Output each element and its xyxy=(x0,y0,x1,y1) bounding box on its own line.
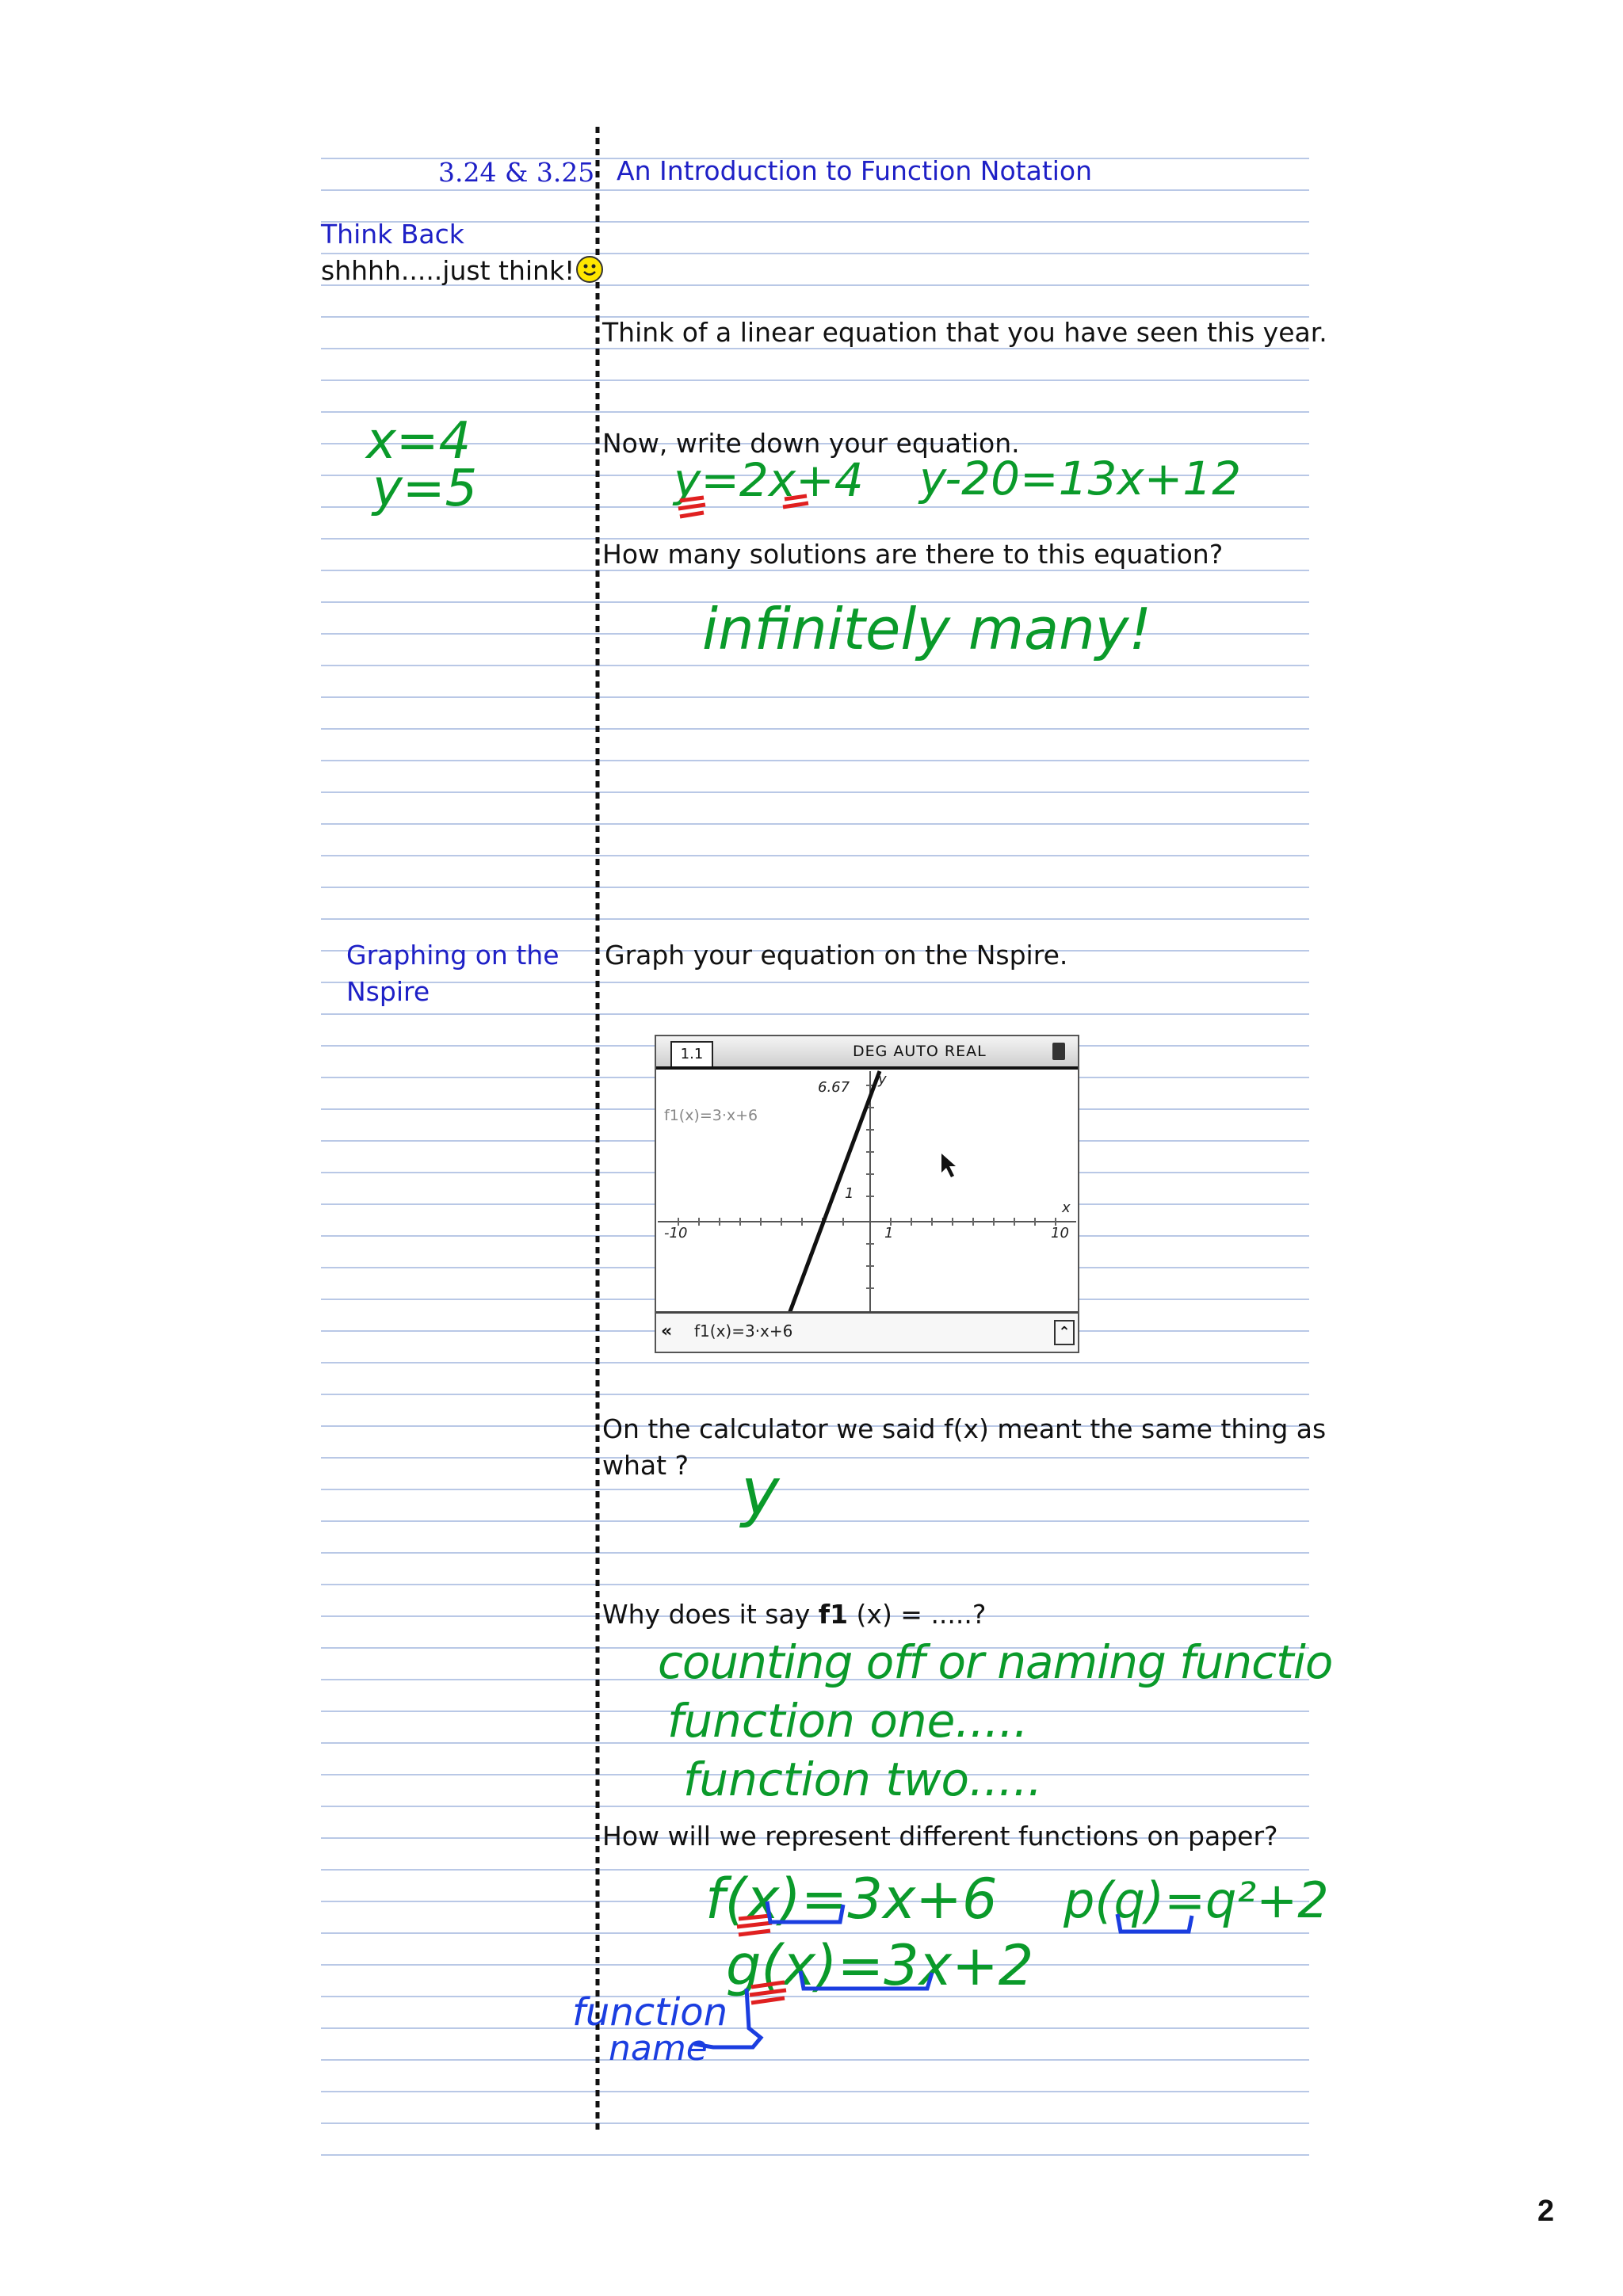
x-one-label: 1 xyxy=(884,1225,894,1241)
question-why-f1-prefix: Why does it say xyxy=(602,1599,819,1630)
y-max-label: 6.67 xyxy=(818,1079,850,1096)
y-axis-label: y xyxy=(878,1071,887,1088)
function-label: f1(x)=3·x+6 xyxy=(664,1107,758,1124)
cursor-arrow-icon xyxy=(941,1154,956,1177)
hand-func-eq2: g(x)=3x+2 xyxy=(726,1933,1034,1998)
x-max-label: 10 xyxy=(1051,1225,1069,1241)
hand-f1-line1: counting off or naming functio xyxy=(658,1635,1333,1689)
hand-eq-b: y-20=13x+12 xyxy=(919,452,1242,505)
question-fx-meaning-line1: On the calculator we said f(x) meant the same thing as xyxy=(602,1413,1327,1444)
think-back-label: Think Back xyxy=(321,219,464,250)
question-why-f1-bold: f1 xyxy=(818,1599,849,1630)
hand-f1-line3: function two..... xyxy=(683,1753,1043,1806)
hand-fx-answer: y xyxy=(741,1455,780,1530)
calc-graph xyxy=(656,1070,1078,1314)
think-back-subtext xyxy=(321,255,603,286)
y-one-label: 1 xyxy=(845,1185,854,1202)
hand-function-name-line2: name xyxy=(609,2028,708,2069)
calc-entry-line[interactable]: f1(x)=3·x+6 xyxy=(694,1322,793,1341)
question-why-f1-suffix: (x) = .....? xyxy=(848,1599,987,1630)
function-line xyxy=(789,1071,880,1314)
graphing-label-line1: Graphing on the xyxy=(346,940,559,971)
expand-up-icon[interactable]: ⌃ xyxy=(1054,1320,1075,1345)
hand-left-eq1: x=4 xyxy=(366,412,472,471)
hand-func-eq3: p(q)=q²+2 xyxy=(1064,1871,1329,1929)
think-back-text: shhhh.....just think! xyxy=(321,255,575,286)
battery-icon xyxy=(1052,1043,1065,1060)
history-left-icon[interactable]: « xyxy=(661,1322,673,1341)
question-write-equation: Now, write down your equation. xyxy=(602,428,1020,459)
hand-left-eq2: y=5 xyxy=(372,460,478,518)
question-how-many-solutions: How many solutions are there to this equation? xyxy=(602,539,1224,570)
calc-top-bar xyxy=(656,1036,1078,1070)
hand-func-eq1: f(x)=3x+6 xyxy=(705,1867,998,1932)
question-why-f1 xyxy=(602,1599,986,1630)
nspire-screenshot xyxy=(655,1035,1079,1353)
question-graph-nspire: Graph your equation on the Nspire. xyxy=(605,940,1068,971)
hand-eq-a: y=2x+4 xyxy=(674,453,864,507)
page-title: An Introduction to Function Notation xyxy=(617,155,1093,186)
section-label: 3.24 & 3.25 xyxy=(438,157,595,188)
smiley-icon xyxy=(576,256,603,283)
graphing-label-line2: Nspire xyxy=(346,976,430,1007)
question-fx-meaning-line2: what ? xyxy=(602,1450,689,1481)
calc-entry-bar xyxy=(656,1311,1078,1352)
question-linear-equation: Think of a linear equation that you have seen this year. xyxy=(602,317,1327,348)
hand-function-name-line1: function xyxy=(572,1990,728,2035)
calc-tab: 1.1 xyxy=(670,1041,713,1066)
x-min-label: -10 xyxy=(664,1225,688,1241)
hand-f1-line2: function one..... xyxy=(667,1694,1029,1748)
page-number: 2 xyxy=(1537,2195,1555,2228)
x-axis-label: x xyxy=(1062,1199,1071,1216)
hand-solutions-answer: infinitely many! xyxy=(702,596,1152,662)
question-represent-functions: How will we represent different functions on paper? xyxy=(602,1821,1278,1852)
calc-mode: DEG AUTO REAL xyxy=(853,1043,987,1060)
